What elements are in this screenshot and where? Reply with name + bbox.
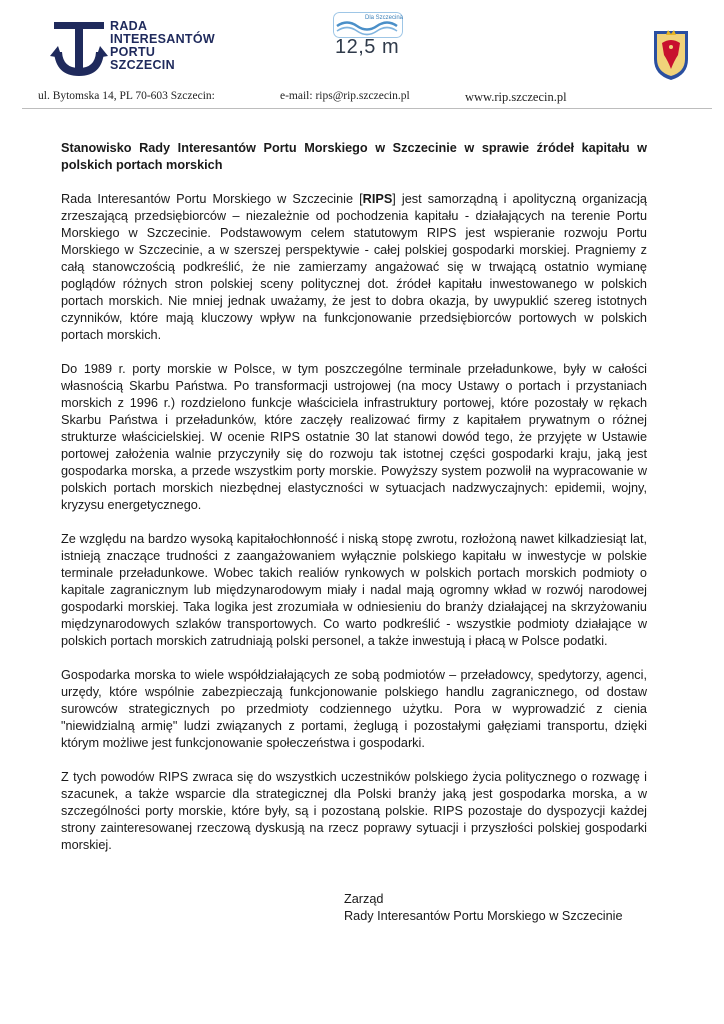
anchor-icon — [50, 18, 108, 80]
logo-line-4: SZCZECIN — [110, 58, 175, 72]
paragraph-5: Z tych powodów RIPS zwraca się do wszystkich uczestników polskiego życia politycznego o rozwagę i szacunek, a także wsparcie dla strategicznej dla Polski branży jaką jest gospodarka morska, a w szczególności porty morskie, które były, są i pozostaną polskie. RIPS pozostaje do dyspozycji każdej strony zainteresowanej rzeczową dyskusją na rzecz poprawy sytuacji i przyszłości polskiej gospodarki morskiej. — [61, 770, 647, 852]
logo-line-3: PORTU — [110, 45, 156, 59]
rips-logo — [50, 18, 215, 80]
paragraph-3: Ze względu na bardzo wysoką kapitałochłonność i niską stopę zwrotu, rozłożoną nawet kilkadziesiąt lat, istnieją znaczące trudności z zaangażowaniem wyłącznie polskiego kapitału w inwestycje w polskie terminale przeładunkowe. Wobec takich realiów rynkowych w polskich portach morskich podmioty o kapitale zagranicznym lub międzynarodowym miały i nadal mają ogromny wkład w rozwój narodowej gospodarki morskiej. Taka logika jest zrozumiała w odniesieniu do branży działającej na skrzyżowaniu międzynarodowych szlaków transportowych. Co warto podkreślić - wszystkie podmioty działające w polskich portach morskich zatrudniają polski personel, a także inwestują i płacą w Polsce podatki. — [61, 532, 647, 648]
address-text: ul. Bytomska 14, PL 70-603 Szczecin: — [38, 90, 215, 102]
document-title: Stanowisko Rady Interesantów Portu Morskiego w Szczecinie w sprawie źródeł kapitału w polskich portach morskich — [61, 141, 647, 172]
letterhead — [0, 0, 724, 108]
rips-abbreviation: RIPS — [362, 192, 393, 206]
depth-logo — [333, 12, 405, 62]
depth-logo-value: 12,5 m — [335, 36, 400, 58]
szczecin-crest-icon — [652, 25, 690, 81]
document-body — [61, 140, 647, 871]
logo-wordmark — [110, 20, 215, 72]
depth-logo-caption: Dla Szczecina — [365, 15, 404, 21]
signature-block — [344, 891, 623, 925]
signature-title: Zarząd — [344, 892, 384, 906]
header-divider — [22, 108, 712, 109]
logo-line-2: INTERESANTÓW — [110, 32, 215, 46]
paragraph-1-text: ] jest samorządną i apolityczną organizacją zrzeszającą przedsiębiorców – niezależnie od pochodzenia kapitału - działających na terenie Portu Morskiego w Szczecinie. Podstawowym celem statutowym RIPS jest wspieranie rozwoju Portu Morskiego w Szczecinie, a w szerszej perspektywie - całej polskiej gospodarki morskiej. Pragniemy z całą stanowczością podkreślić, że nie zamierzamy angażować się w trwającą ostatnio wymianę poglądów różnych stron polskiej sceny politycznej dot. źródeł kapitału inwestowanego w polskich portach morskich. Nie mniej jednak uważamy, że jest to dobra okazja, by uwypuklić szereg istotnych czynników, które mają kluczowy wpływ na funkcjonowanie przedsiębiorców portowych w polskich portach morskich. — [61, 192, 647, 342]
paragraph-1-intro: Rada Interesantów Portu Morskiego w Szczecinie [ — [61, 192, 363, 206]
email-text: e-mail: rips@rip.szczecin.pl — [280, 90, 410, 102]
paragraph-4: Gospodarka morska to wiele współdziałających ze sobą podmiotów – przeładowcy, spedytorzy, agenci, urzędy, które wspólnie zabezpieczają funkcjonowanie polskiego handlu zagranicznego, od dostaw surowców strategicznych po przedmioty codziennego użytku. Pora w wyprowadzić z cienia "niewidzialną armię" ludzi związanych z portami, żeglugą i pozostałymi gałęziami transportu, dzięki którym możliwe jest funkcjonowanie społeczeństwa i gospodarki. — [61, 668, 647, 750]
website-link[interactable]: www.rip.szczecin.pl — [465, 90, 567, 104]
signature-organization: Rady Interesantów Portu Morskiego w Szczecinie — [344, 909, 623, 923]
paragraph-2: Do 1989 r. porty morskie w Polsce, w tym poszczególne terminale przeładunkowe, były w całości własnością Skarbu Państwa. Po transformacji ustrojowej (na mocy Ustawy o portach i przystaniach morskich z 1996 r.) rozdzielono funkcje właściciela infrastruktury portowej, które pozostały w rękach Skarbu Państwa i przeładunków, które zaczęły realizować firmy z kapitałem prywatnym o różnej strukturze właścicielskiej. W ocenie RIPS ostatnie 30 lat stanowi dowód tego, że przyjęte w Ustawie portowej założenia walnie przyczyniły się do rozwoju tak istotnej części gospodarki kraju, jaką jest gospodarka morska, a przede wszystkim porty morskie. Powyższy system pozwolił na wypracowanie w polskich portach morskich niezbędnej elastyczności w sytuacjach nadzwyczajnych: epidemii, wojny, kryzysu energetycznego. — [61, 362, 647, 512]
paragraph-1 — [61, 191, 647, 344]
logo-line-1: RADA — [110, 19, 148, 33]
